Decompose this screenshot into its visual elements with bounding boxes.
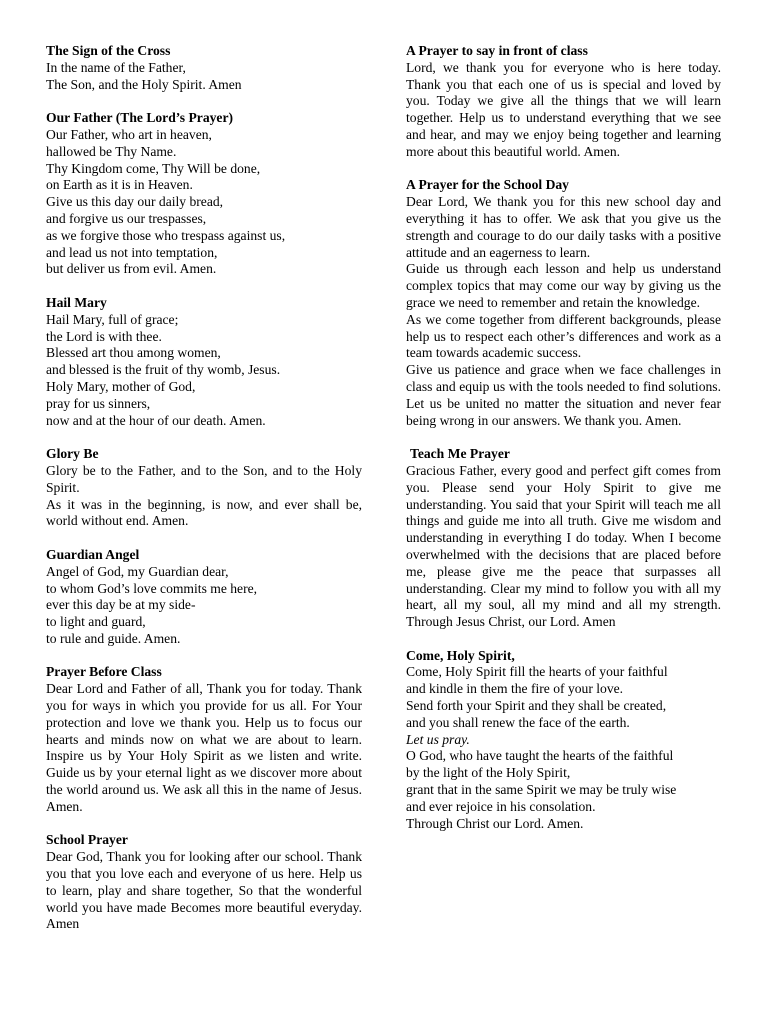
prayer-line: and blessed is the fruit of thy womb, Jesus. <box>46 362 281 378</box>
section-title: Glory Be <box>46 446 99 462</box>
prayer-line: now and at the hour of our death. Amen. <box>46 412 266 428</box>
prayer-paragraph: Dear Lord, We thank you for this new school day and everything it has to offer. We ask that you give us the strength and courage to do our daily tasks with a positive attitude and an eagerness to learn. <box>406 194 721 260</box>
section-sign-of-the-cross <box>46 43 362 93</box>
section-title: A Prayer for the School Day <box>406 177 569 193</box>
section-glory-be <box>46 446 362 530</box>
section-title: Teach Me Prayer <box>410 446 510 462</box>
section-our-father <box>46 110 362 278</box>
section-title: Come, Holy Spirit, <box>406 647 515 663</box>
prayer-paragraph: Glory be to the Father, and to the Son, and to the Holy Spirit. <box>46 462 362 495</box>
section-come-holy-spirit <box>406 648 721 833</box>
section-guardian-angel <box>46 547 362 648</box>
section-school-prayer <box>46 832 362 933</box>
section-title: School Prayer <box>46 832 128 848</box>
prayer-line: but deliver us from evil. Amen. <box>46 261 217 277</box>
prayer-line: Our Father, who art in heaven, <box>46 126 212 142</box>
prayer-line: to light and guard, <box>46 614 146 630</box>
prayer-paragraph: Guide us through each lesson and help us understand complex topics that may come our way by giving us the grace we need to remember and retain the knowledge. <box>406 261 721 310</box>
prayer-line-italic: Let us pray. <box>406 731 470 747</box>
prayer-line: O God, who have taught the hearts of the faithful <box>406 748 674 764</box>
section-hail-mary <box>46 295 362 429</box>
prayer-line: and ever rejoice in his consolation. <box>406 798 596 814</box>
prayer-line: grant that in the same Spirit we may be truly wise <box>406 782 677 798</box>
prayer-line: to rule and guide. Amen. <box>46 630 181 646</box>
prayer-line: ever this day be at my side- <box>46 597 196 613</box>
section-title: Our Father (The Lord’s Prayer) <box>46 110 234 126</box>
right-column <box>406 43 721 849</box>
section-prayer-before-class <box>46 664 362 815</box>
prayer-line: and kindle in them the fire of your love. <box>406 681 624 697</box>
prayer-line: The Son, and the Holy Spirit. Amen <box>46 76 242 92</box>
section-prayer-school-day <box>406 177 721 429</box>
left-column <box>46 43 362 950</box>
prayer-paragraph: Gracious Father, every good and perfect gift comes from you. Please send your Holy Spirit to give me understanding. You said that your Spirit will teach me all things and guide me into all truth. Give me wisdom and understanding in everything I do today. When I become overwhelmed with the decisions that are placed before me, please give me the peace that surpasses all understanding. Clear my mind to follow you with all my heart, all my soul, all my mind and all my strength. Through Jesus Christ, our Lord. Amen <box>406 462 721 630</box>
prayer-line: pray for us sinners, <box>46 395 151 411</box>
prayer-line: Angel of God, my Guardian dear, <box>46 563 229 579</box>
prayer-line: Come, Holy Spirit fill the hearts of your faithful <box>406 664 668 680</box>
prayer-line: Thy Kingdom come, Thy Will be done, <box>46 160 261 176</box>
prayer-paragraph: Give us patience and grace when we face challenges in class and equip us with the tools needed to find solutions. Let us be united no matter the situation and never fear being wrong in our answers. We thank you. Amen. <box>406 362 721 428</box>
prayer-line: Holy Mary, mother of God, <box>46 378 196 394</box>
prayer-paragraph: As we come together from different backgrounds, please help us to respect each other’s differences and work as a team towards academic success. <box>406 311 721 361</box>
section-title: The Sign of the Cross <box>46 43 171 58</box>
prayer-line: on Earth as it is in Heaven. <box>46 177 193 193</box>
prayer-paragraph: Lord, we thank you for everyone who is here today. Thank you that each one of us is special and loved by you. Today we give all the things that we will learn together. Help us to understand everything that we see and hear, and may we enjoy being together and learning more about this beautiful world. Amen. <box>406 59 721 159</box>
section-prayer-front-of-class <box>406 43 721 161</box>
prayer-line: Blessed art thou among women, <box>46 345 221 361</box>
section-teach-me-prayer <box>406 446 721 631</box>
prayer-line: as we forgive those who trespass against us, <box>46 227 286 243</box>
prayer-paragraph: Dear Lord and Father of all, Thank you for today. Thank you for ways in which you provide for us all. For Your protection and love we thank you. Help us to focus our hearts and minds now on what we are about to learn. Inspire us by Your Holy Spirit as we listen and write. Guide us by your eternal light as we discover more about the world around us. We ask all this in the name of Jesus. Amen. <box>46 681 362 814</box>
prayer-line: by the light of the Holy Spirit, <box>406 765 571 781</box>
prayer-line: Hail Mary, full of grace; <box>46 311 179 327</box>
section-title: A Prayer to say in front of class <box>406 43 588 58</box>
section-title: Guardian Angel <box>46 546 140 562</box>
prayer-line: Through Christ our Lord. Amen. <box>406 815 584 831</box>
prayer-line: to whom God’s love commits me here, <box>46 580 258 596</box>
section-title: Hail Mary <box>46 294 107 310</box>
prayer-line: In the name of the Father, <box>46 59 186 75</box>
prayer-line: and you shall renew the face of the earth. <box>406 714 630 730</box>
prayer-line: the Lord is with thee. <box>46 328 162 344</box>
prayer-line: and forgive us our trespasses, <box>46 210 207 226</box>
prayer-paragraph: Dear God, Thank you for looking after our school. Thank you that you love each and everyone of us here. Help us to learn, play and share together, So that the wonderful world you have made Becomes more beautiful everyday. Amen <box>46 849 362 932</box>
section-title: Prayer Before Class <box>46 664 162 680</box>
prayer-line: hallowed be Thy Name. <box>46 143 177 159</box>
prayer-line: and lead us not into temptation, <box>46 244 218 260</box>
prayer-line: Send forth your Spirit and they shall be created, <box>406 698 667 714</box>
prayer-line: Give us this day our daily bread, <box>46 194 224 210</box>
prayer-paragraph: As it was in the beginning, is now, and ever shall be, world without end. Amen. <box>46 496 362 529</box>
